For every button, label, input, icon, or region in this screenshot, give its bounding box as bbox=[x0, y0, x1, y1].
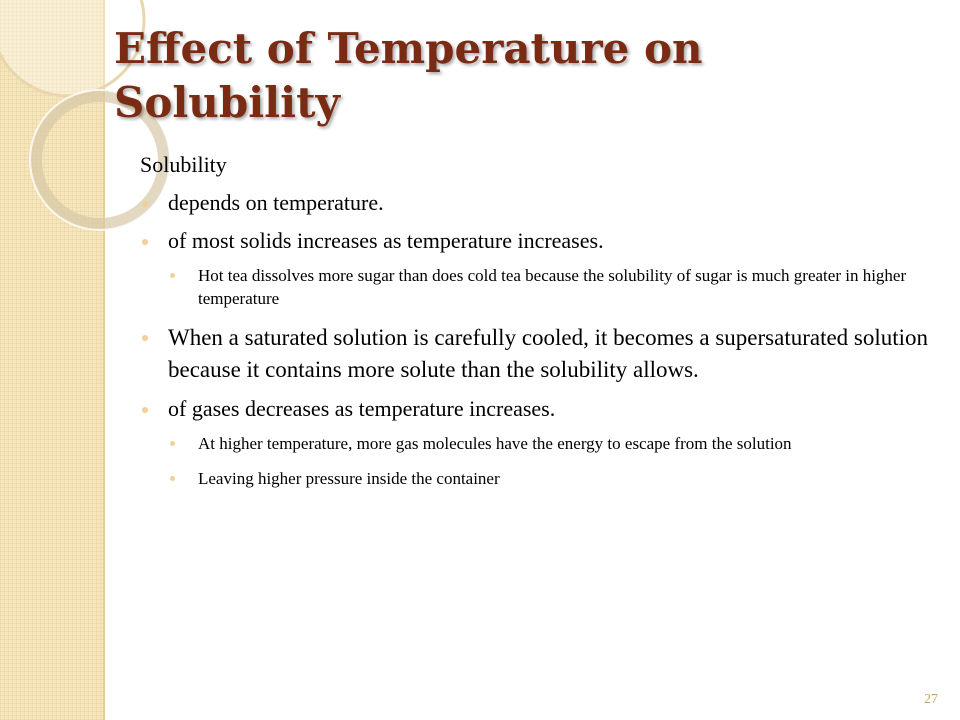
bullet-icon bbox=[142, 407, 148, 413]
sub-bullet-icon bbox=[170, 273, 175, 278]
bullet-text: of most solids increases as temperature increases. bbox=[168, 228, 604, 253]
sub-bullet-item bbox=[140, 432, 940, 455]
bullet-icon bbox=[142, 335, 148, 341]
slide-content bbox=[140, 150, 940, 502]
bullet-icon bbox=[142, 201, 148, 207]
bullet-item bbox=[140, 188, 940, 218]
sub-bullet-item bbox=[140, 467, 940, 490]
sub-bullet-item bbox=[140, 264, 940, 310]
bullet-item bbox=[140, 322, 940, 386]
bullet-icon bbox=[142, 239, 148, 245]
sub-bullet-text: Leaving higher pressure inside the container bbox=[198, 469, 500, 488]
section-heading: Solubility bbox=[140, 152, 227, 177]
sub-bullet-icon bbox=[170, 476, 175, 481]
bullet-text: of gases decreases as temperature increases. bbox=[168, 396, 556, 421]
sub-bullet-text: At higher temperature, more gas molecules have the energy to escape from the solution bbox=[198, 434, 792, 453]
bullet-text: depends on temperature. bbox=[168, 190, 384, 215]
page-number: 27 bbox=[924, 692, 938, 707]
bullet-item bbox=[140, 226, 940, 256]
bullet-text: When a saturated solution is carefully cooled, it becomes a supersaturated solution because it contains more solute than the solubility allows. bbox=[168, 325, 929, 382]
slide-title: Effect of Temperature on Solubility bbox=[114, 24, 703, 127]
bullet-item bbox=[140, 394, 940, 424]
sub-bullet-icon bbox=[170, 441, 175, 446]
sub-bullet-text: Hot tea dissolves more sugar than does cold tea because the solubility of sugar is much greater in higher temperature bbox=[198, 266, 907, 308]
